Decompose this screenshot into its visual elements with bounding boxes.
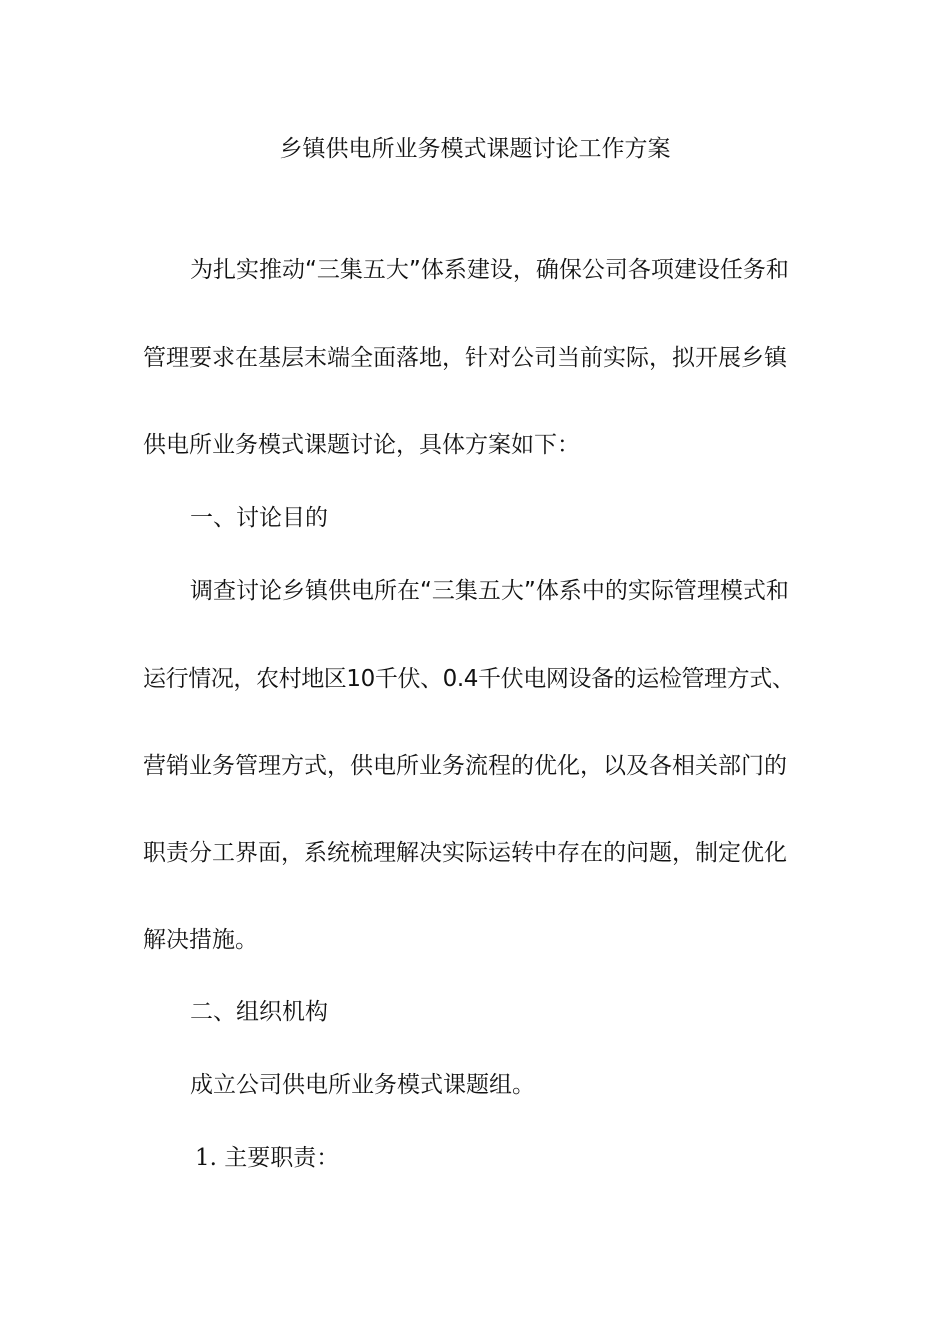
list-item-1 — [195, 1143, 339, 1173]
section-1-line-1: 调查讨论乡镇供电所在“三集五大”体系中的实际管理模式和 — [190, 578, 789, 604]
section-1-line-3: 营销业务管理方式，供电所业务流程的优化，以及各相关部门的 — [143, 753, 787, 779]
list-item-1-number: 1. — [195, 1145, 217, 1171]
section-1-heading: 一、讨论目的 — [190, 505, 328, 531]
section-2-line-1: 成立公司供电所业务模式课题组。 — [190, 1072, 535, 1098]
intro-line-2: 管理要求在基层末端全面落地，针对公司当前实际，拟开展乡镇 — [143, 345, 787, 371]
section-1-line-5: 解决措施。 — [143, 927, 258, 953]
list-item-1-label: 主要职责： — [224, 1145, 340, 1171]
section-1-line-4: 职责分工界面，系统梳理解决实际运转中存在的问题，制定优化 — [143, 840, 787, 866]
intro-line-1: 为扎实推动“三集五大”体系建设，确保公司各项建设任务和 — [190, 257, 789, 283]
section-1-line-2: 运行情况，农村地区10千伏、0.4千伏电网设备的运检管理方式、 — [143, 666, 795, 692]
intro-line-3: 供电所业务模式课题讨论，具体方案如下： — [143, 432, 580, 458]
section-2-heading: 二、组织机构 — [190, 999, 328, 1025]
document-title: 乡镇供电所业务模式课题讨论工作方案 — [279, 136, 671, 162]
